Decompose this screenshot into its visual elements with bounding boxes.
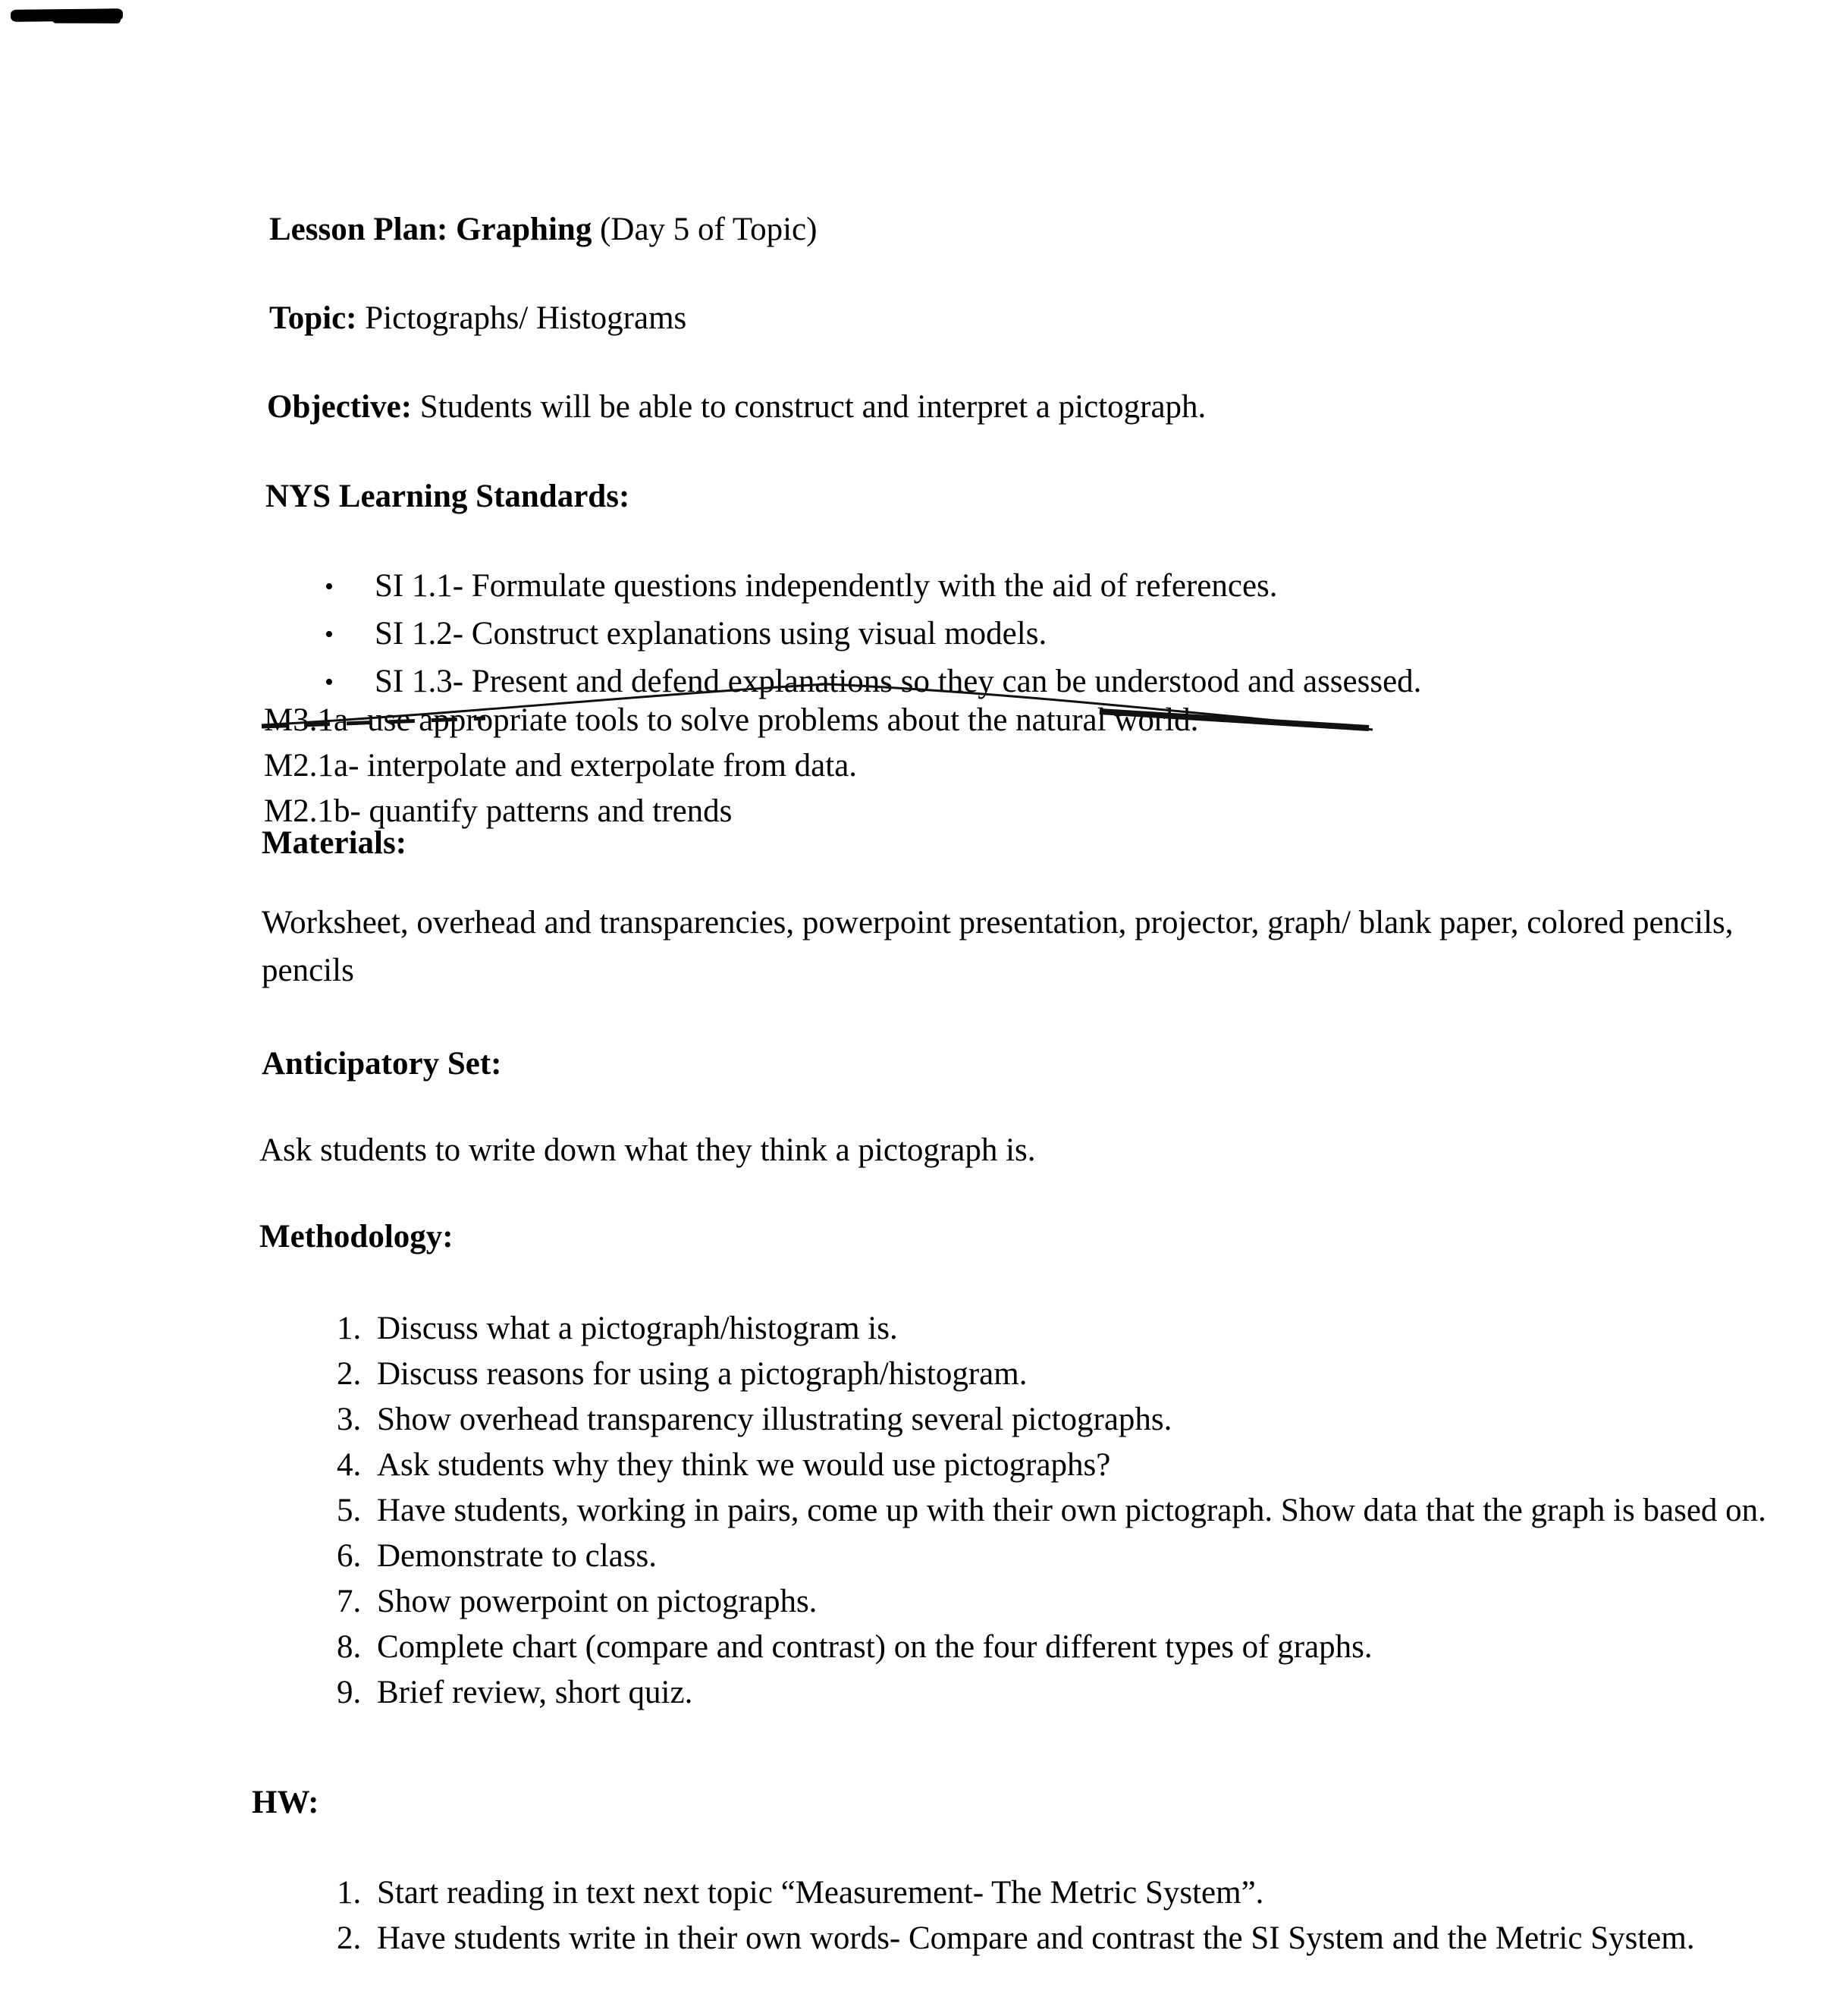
objective-label: Objective: — [267, 389, 413, 425]
methodology-step: 4. Ask students why they think we would use pictographs? — [369, 1443, 1833, 1488]
topic-line — [269, 300, 686, 337]
methodology-step-list — [315, 1306, 1833, 1716]
topic-label: Topic: — [269, 300, 357, 336]
methodology-step: 3. Show overhead transparency illustrating several pictographs. — [369, 1397, 1833, 1443]
methodology-step: 6. Demonstrate to class. — [369, 1534, 1833, 1579]
methodology-step: 2. Discuss reasons for using a pictograph/histogram. — [369, 1352, 1833, 1397]
hw-item: 1. Start reading in text next topic “Measurement- The Metric System”. — [369, 1870, 1833, 1916]
page-title-bold: Lesson Plan: Graphing — [269, 212, 592, 247]
standards-heading: NYS Learning Standards: — [265, 479, 630, 514]
standard-m2-1a: M2.1a- interpolate and exterpolate from data. — [264, 748, 858, 783]
anticipatory-text: Ask students to write down what they think a pictograph is. — [259, 1132, 1036, 1168]
materials-text: Worksheet, overhead and transparencies, powerpoint presentation, projector, graph/ blank paper, colored pencils, pencils — [262, 905, 1734, 988]
marker-scribble — [11, 8, 123, 22]
hw-item: 2. Have students write in their own words- Compare and contrast the SI System and the Metric System. — [369, 1916, 1833, 1961]
page-title-normal: (Day 5 of Topic) — [600, 212, 818, 247]
anticipatory-heading: Anticipatory Set: — [262, 1046, 502, 1082]
hw-item-list — [315, 1870, 1833, 1961]
page-title — [269, 211, 817, 248]
objective-line — [267, 388, 1206, 425]
methodology-step: 8. Complete chart (compare and contrast) on the four different types of graphs. — [369, 1625, 1833, 1670]
materials-heading: Materials: — [262, 825, 407, 861]
list-item — [325, 611, 1421, 658]
hw-heading: HW: — [252, 1785, 319, 1820]
methodology-heading: Methodology: — [259, 1219, 454, 1255]
standard-si-1-1: SI 1.1- Formulate questions independently with the aid of references. — [375, 568, 1278, 604]
methodology-step: 1. Discuss what a pictograph/histogram is. — [369, 1306, 1833, 1352]
bullet-icon: • — [325, 668, 334, 696]
methodology-step: 9. Brief review, short quiz. — [369, 1670, 1833, 1716]
scan-artifact-line — [250, 667, 1388, 751]
bullet-icon: • — [325, 573, 334, 601]
objective-text: Students will be able to construct and interpret a pictograph. — [419, 389, 1207, 425]
standard-si-1-3: SI 1.3- Present and defend explanations so they can be understood and assessed. — [375, 664, 1422, 699]
list-item — [325, 563, 1421, 611]
standard-m3-1a: M3.1a- use appropriate tools to solve problems about the natural world. — [264, 702, 1199, 738]
methodology-step: 7. Show powerpoint on pictographs. — [369, 1579, 1833, 1625]
methodology-step: 5. Have students, working in pairs, come up with their own pictograph. Show data that the graph is based on. — [369, 1488, 1833, 1534]
standard-si-1-2: SI 1.2- Construct explanations using visual models. — [375, 616, 1047, 652]
standard-m2-1b: M2.1b- quantify patterns and trends — [264, 793, 733, 829]
bullet-icon: • — [325, 620, 334, 648]
topic-text: Pictographs/ Histograms — [365, 300, 687, 336]
